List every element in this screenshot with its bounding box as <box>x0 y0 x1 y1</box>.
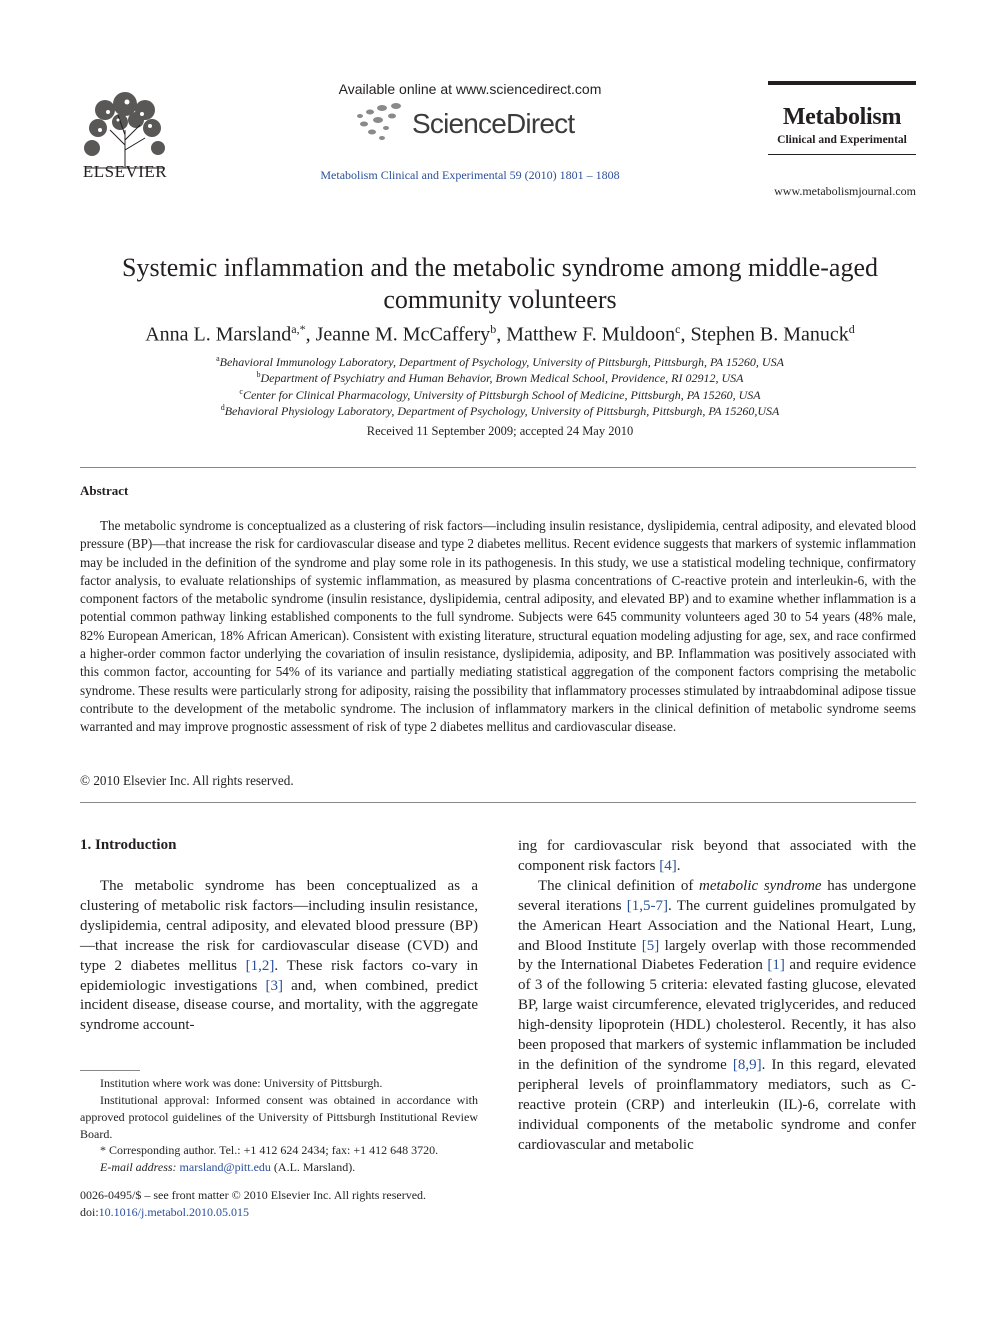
section-heading: 1. Introduction <box>80 837 177 853</box>
citation-link[interactable]: [4] <box>659 857 677 874</box>
body-text: The metabolic syndrome has been conceptualized as a clustering of metabolic risk factors—including insulin resistance, dyslipidemia, central adiposity, and elevated blood pressure (BP)—that increase the risk for cardiovascular disease (CVD) and type 2 diabetes mellitus <box>80 878 478 974</box>
journal-citation[interactable]: Metabolism Clinical and Experimental 59 (2010) 1801 – 1808 <box>320 168 620 182</box>
body-text: has undergone several iterations <box>518 877 917 914</box>
journal-name: Metabolism <box>782 104 902 130</box>
sciencedirect-wordmark: ScienceDirect <box>412 108 575 139</box>
available-online-text[interactable]: Available online at www.sciencedirect.com <box>338 81 602 97</box>
affiliation-text: Department of Psychiatry and Human Behavior, Brown Medical School, Providence, RI 02912, USA <box>260 371 744 385</box>
author-separator: , <box>496 323 507 346</box>
email-suffix: (A.L. Marsland). <box>270 1160 356 1174</box>
affiliation <box>40 403 960 419</box>
masthead-rule-thin <box>768 154 916 155</box>
body-text: . The current guidelines promulgated by the American Heart Association and the National Heart, Lung, and Blood Institute <box>518 897 916 954</box>
abstract-heading: Abstract <box>80 483 129 498</box>
author-name[interactable]: Stephen B. Manuck <box>690 323 849 346</box>
citation-link[interactable]: [8,9] <box>732 1056 762 1073</box>
body-text: . These risk factors co-vary in epidemiologic investigations <box>80 957 479 994</box>
doi-line <box>80 1204 500 1221</box>
citation-link[interactable]: [1,5-7] <box>626 897 669 914</box>
citation-link[interactable]: [1] <box>767 957 785 974</box>
article-title <box>60 252 940 316</box>
author-list <box>40 322 960 347</box>
footnote-institution: Institution where work was done: University of Pittsburgh. <box>100 1076 383 1090</box>
author-sup: c <box>675 322 681 336</box>
doi-link[interactable]: 10.1016/j.metabol.2010.05.015 <box>98 1205 249 1219</box>
paragraph <box>518 837 916 877</box>
abstract-copyright: © 2010 Elsevier Inc. All rights reserved. <box>80 773 294 788</box>
footnote-email <box>80 1159 478 1176</box>
affiliation-sup: a <box>216 354 220 363</box>
masthead-rule <box>768 81 916 85</box>
affiliation-text: Behavioral Physiology Laboratory, Department of Psychology, University of Pittsburgh, Pittsburgh, PA 15260,USA <box>224 404 780 418</box>
divider <box>80 802 916 803</box>
affiliation-sup: d <box>220 403 225 412</box>
citation-link[interactable]: [1,2] <box>245 957 275 974</box>
affiliation-text: Center for Clinical Pharmacology, University of Pittsburgh School of Medicine, Pittsburgh, PA 15260, USA <box>242 388 761 402</box>
abstract-body: The metabolic syndrome is conceptualized as a clustering of risk factors—including insulin resistance, dyslipidemia, central adiposity, and elevated blood pressure (BP)—that increase the risk for cardiovascular disease and type 2 diabetes mellitus. Recent evidence suggests that markers of systemic inflammation may be included in the definition of the syndrome and play some role in its pathogenesis. In this study, we use a statistical modeling technique, confirmatory factor analysis, to evaluate relationships of systemic inflammation, as measured by plasma concentrations of C-reactive protein and interleukin-6, with the component factors of the metabolic syndrome (insulin resistance, dyslipidemia, central adiposity, and elevated BP) and to examine whether inflammation is a potential common pathway linking established components to the full syndrome. Subjects were 645 community volunteers aged 30 to 54 years (48% male, 82% European American, 18% African American). Consistent with existing literature, structural equation modeling adjusting for age, sex, and race confirmed a higher-order common factor underlying the covariation of insulin resistance, dyslipidemia, adiposity, and BP. Inflammation was positively associated with this common factor, accounting for 54% of its variance and partially mediating statistical aggregation of the component factors comprising the metabolic syndrome. These results were particularly strong for adiposity, raising the possibility that inflammatory processes stimulated by intraabdominal adipose tissue contribute to the development of the metabolic syndrome. The inclusion of inflammatory markers in the clinical definition of metabolic syndrome seems warranted and may improve prognostic assessment of risk of type 2 diabetes mellitus and cardiovascular disease. <box>80 518 916 735</box>
author-name[interactable]: Anna L. Marsland <box>145 323 292 346</box>
body-text: and require evidence of 3 of the following 5 criteria: elevated fasting glucose, elevated BP, large waist circumference, elevated triglycerides, and reduced high-density lipoprotein (HDL) cholesterol. Recently, it has also been proposed that markers of systemic inflammation be included in the definition of the syndrome <box>518 957 916 1073</box>
footnote-approval: Institutional approval: Informed consent was obtained in accordance with approved protocol guidelines of the University of Pittsburgh Institutional Review Board. <box>80 1093 478 1141</box>
body-text: . <box>676 857 681 874</box>
publisher-name: ELSEVIER <box>82 162 168 181</box>
author-separator: , <box>680 323 691 346</box>
author-sup: a,* <box>291 322 306 336</box>
intro-right-column <box>518 837 916 1156</box>
divider <box>80 467 916 468</box>
journal-subtitle: Clinical and Experimental <box>777 134 907 146</box>
paragraph <box>518 877 916 1156</box>
footnote-rule <box>80 1070 140 1071</box>
body-text: . In this regard, elevated peripheral levels of proinflammatory mediators, such as C-reactive protein (CRP) and interleukin (IL)-6, correlate with individual components of the metabolic syndrome and confer cardiovascular and metabolic <box>518 1056 916 1153</box>
citation-link[interactable]: [5] <box>641 937 660 954</box>
doi-label: doi: <box>80 1205 99 1219</box>
email-label: E-mail address: <box>100 1160 177 1174</box>
author-sup: b <box>490 322 497 336</box>
affiliation-text: Behavioral Immunology Laboratory, Department of Psychology, University of Pittsburgh, Pittsburgh, PA 15260, USA <box>219 355 784 369</box>
footnote-corresponding: * Corresponding author. Tel.: +1 412 624 2434; fax: +1 412 648 3720. <box>100 1143 439 1157</box>
body-text: The clinical definition of <box>538 877 699 894</box>
sciencedirect-dots-icon <box>352 102 412 142</box>
intro-left-column <box>80 877 478 1036</box>
body-text: ing for cardiovascular risk beyond that associated with the component risk factors <box>518 838 916 874</box>
body-text: largely overlap with those recommended by the International Diabetes Federation <box>518 937 916 974</box>
author-name[interactable]: Jeanne M. McCaffery <box>315 323 491 346</box>
body-text: and, when combined, predict incident disease, disease course, and mortality, with the aggregate syndrome account- <box>80 977 479 1034</box>
affiliation-sup: c <box>239 387 243 396</box>
affiliation <box>40 387 960 403</box>
front-matter-text: 0026-0495/$ – see front matter © 2010 Elsevier Inc. All rights reserved. <box>80 1188 427 1202</box>
emphasis-text: metabolic syndrome <box>699 877 822 894</box>
affiliation <box>40 370 960 386</box>
title-line-2: community volunteers <box>383 285 617 314</box>
title-line-1: Systemic inflammation and the metabolic syndrome among middle-aged <box>122 253 878 282</box>
author-separator: , <box>305 323 316 346</box>
front-matter <box>80 1187 500 1221</box>
journal-url[interactable]: www.metabolismjournal.com <box>774 184 916 198</box>
affiliation-sup: b <box>256 370 261 379</box>
author-sup: d <box>848 322 855 336</box>
sciencedirect-logo[interactable] <box>352 102 592 146</box>
email-link[interactable]: marsland@pitt.edu <box>179 1160 271 1174</box>
author-name[interactable]: Matthew F. Muldoon <box>506 323 676 346</box>
citation-link[interactable]: [3] <box>265 977 283 994</box>
received-dates: Received 11 September 2009; accepted 24 May 2010 <box>366 424 634 438</box>
affiliation <box>40 354 960 370</box>
